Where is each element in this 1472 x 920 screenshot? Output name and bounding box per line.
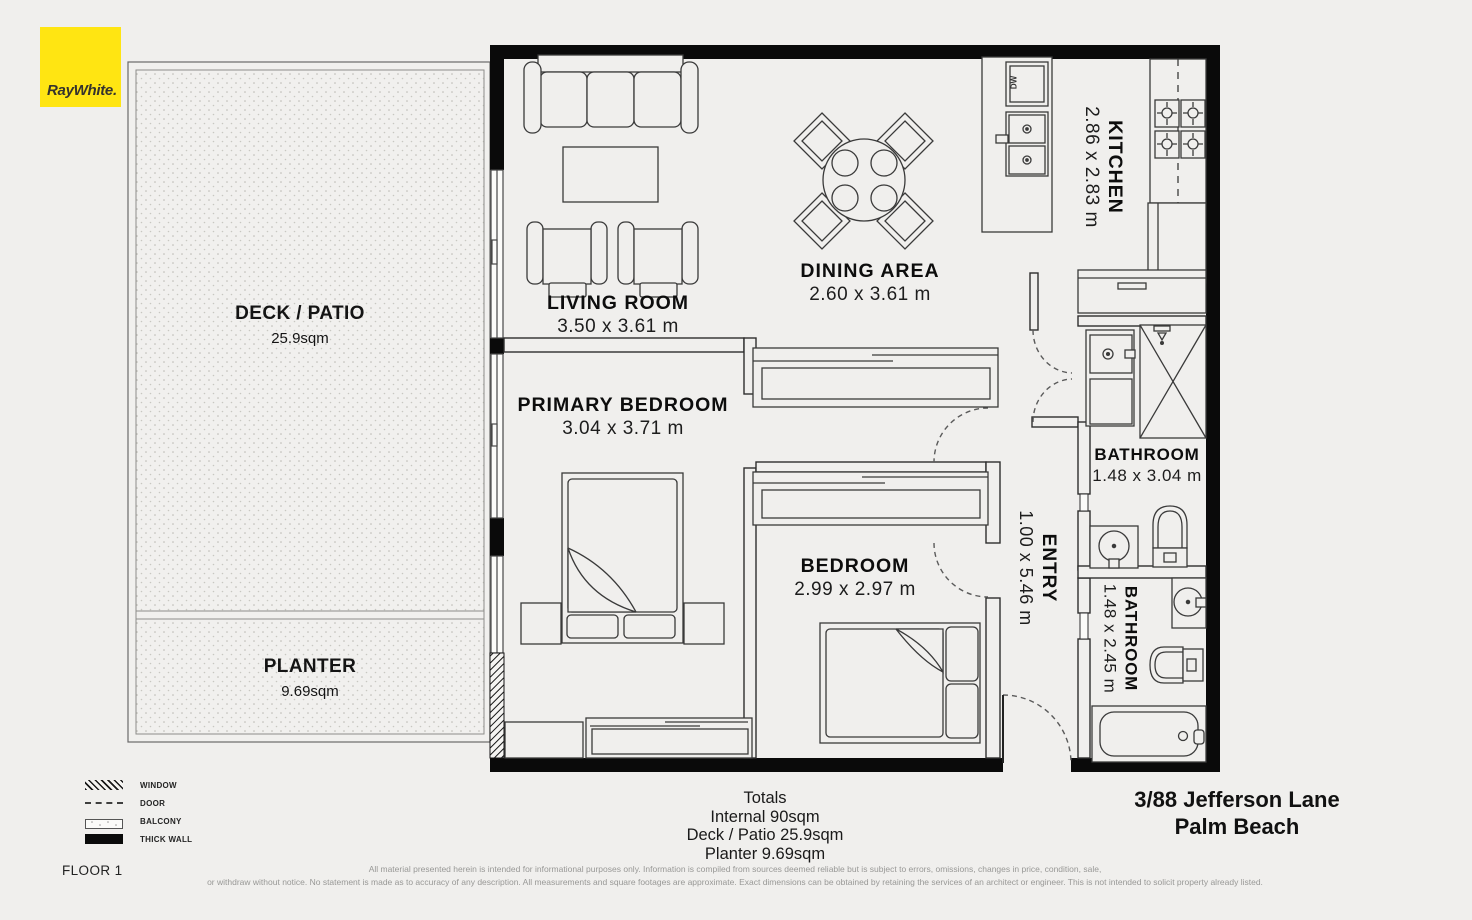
coffee-table xyxy=(563,147,658,202)
planter-divider xyxy=(136,611,484,619)
room-label-bathroom2 xyxy=(1100,544,1141,734)
balcony-dots-icon xyxy=(85,816,123,826)
room-dims: 1.48 x 2.45 m xyxy=(1100,583,1120,694)
room-name: BATHROOM xyxy=(1121,585,1141,692)
sofa xyxy=(524,55,698,133)
toilet xyxy=(1153,506,1187,567)
totals-title: Totals xyxy=(743,789,787,807)
thick-wall-icon xyxy=(85,834,123,844)
hall-door xyxy=(934,408,988,462)
room-dims: 3.04 x 3.71 m xyxy=(562,418,684,439)
totals-deck: Deck / Patio 25.9sqm xyxy=(686,826,844,844)
area-size: 9.69sqm xyxy=(281,683,339,700)
room-name: DINING AREA xyxy=(800,260,940,282)
room-dims: 2.60 x 3.61 m xyxy=(809,284,931,305)
deck-patio-label xyxy=(180,303,420,347)
totals-block xyxy=(565,789,965,863)
pillow xyxy=(567,615,618,638)
nightstand xyxy=(521,603,561,644)
pillow xyxy=(946,627,978,681)
room-name: PRIMARY BEDROOM xyxy=(517,394,729,416)
wardrobe-hall xyxy=(753,348,998,407)
room-dims: 2.99 x 2.97 m xyxy=(794,579,916,600)
floor-label: FLOOR 1 xyxy=(62,863,123,878)
room-name: BATHROOM xyxy=(1094,445,1200,464)
linen-cabinet xyxy=(1078,270,1206,313)
disclaimer-line2: or withdraw without notice. No statement is made as to accuracy of any description. All measurements and square footages are approximate. Exact dimensions can be obtained by retaining the services of an architect or engineer. This is not intended to solicit property already listed. xyxy=(207,877,1263,887)
room-dims: 2.86 x 2.83 m xyxy=(1081,106,1102,228)
room-name: LIVING ROOM xyxy=(546,292,690,314)
room-label-kitchen xyxy=(1080,82,1126,252)
bedroom-bed-group xyxy=(820,623,980,743)
wardrobes xyxy=(753,348,998,525)
dining-table xyxy=(823,139,905,221)
dining-furniture xyxy=(794,113,933,249)
armchair xyxy=(618,222,698,297)
pillow xyxy=(946,684,978,738)
living-furniture xyxy=(524,55,698,297)
room-name: ENTRY xyxy=(1038,533,1059,603)
room-dims: 3.50 x 3.61 m xyxy=(557,316,679,337)
legend-label: WINDOW xyxy=(140,780,177,790)
primary-bed-group xyxy=(505,473,752,758)
legend-item-window xyxy=(85,779,177,791)
toilet xyxy=(1150,647,1203,683)
room-label-bathroom1 xyxy=(1047,445,1247,486)
entry-door xyxy=(1003,695,1071,763)
area-name: DECK / PATIO xyxy=(235,303,365,324)
legend-label: DOOR xyxy=(140,798,166,808)
dishwasher-label: DW xyxy=(1009,75,1019,90)
wardrobe-bedroom xyxy=(753,472,988,525)
double-door-top xyxy=(1033,330,1072,373)
room-name: BEDROOM xyxy=(800,555,910,577)
basin xyxy=(1172,578,1206,628)
deck-patio-area xyxy=(128,62,490,742)
totals-internal: Internal 90sqm xyxy=(710,807,820,826)
legend-label: THICK WALL xyxy=(140,834,193,844)
area-size: 25.9sqm xyxy=(271,330,329,347)
shower xyxy=(1140,325,1206,438)
planter-label xyxy=(190,656,430,700)
room-label-primary-bedroom xyxy=(492,394,754,440)
room-label-bedroom xyxy=(725,555,985,601)
room-dims: 1.00 x 5.46 m xyxy=(1016,510,1036,626)
cabinet xyxy=(505,722,583,758)
island-faucet xyxy=(996,135,1008,143)
room-label-entry xyxy=(1015,468,1059,668)
door-dash-icon xyxy=(85,802,123,804)
legend-item-balcony xyxy=(85,815,182,827)
window-hatch-icon xyxy=(85,780,123,790)
address-line1: 3/88 Jefferson Lane xyxy=(1134,787,1340,812)
legend-label: BALCONY xyxy=(140,816,182,826)
pillow xyxy=(624,615,675,638)
double-door-bottom xyxy=(1033,379,1072,422)
room-dims: 1.48 x 3.04 m xyxy=(1092,466,1202,485)
hatched-window xyxy=(490,653,504,758)
legend-item-door xyxy=(85,797,165,809)
nightstand xyxy=(684,603,724,644)
armchair xyxy=(527,222,607,297)
room-name: KITCHEN xyxy=(1104,120,1126,214)
raywhite-logo-text: RayWhite. xyxy=(47,82,117,99)
area-name: PLANTER xyxy=(263,656,357,677)
room-label-dining xyxy=(740,260,1000,306)
legend-item-thick-wall xyxy=(85,833,192,845)
room-label-living xyxy=(488,292,748,338)
totals-planter: Planter 9.69sqm xyxy=(704,844,826,863)
disclaimer-line1: All material presented herein is intended for informational purposes only. Information is compiled from sources deemed reliable but is subject to errors, omissions, changes in price, condition, sale, xyxy=(368,864,1102,874)
disclaimer xyxy=(140,863,1330,889)
property-address xyxy=(1085,786,1389,840)
raywhite-logo xyxy=(40,27,121,107)
address-line2: Palm Beach xyxy=(1174,814,1300,839)
